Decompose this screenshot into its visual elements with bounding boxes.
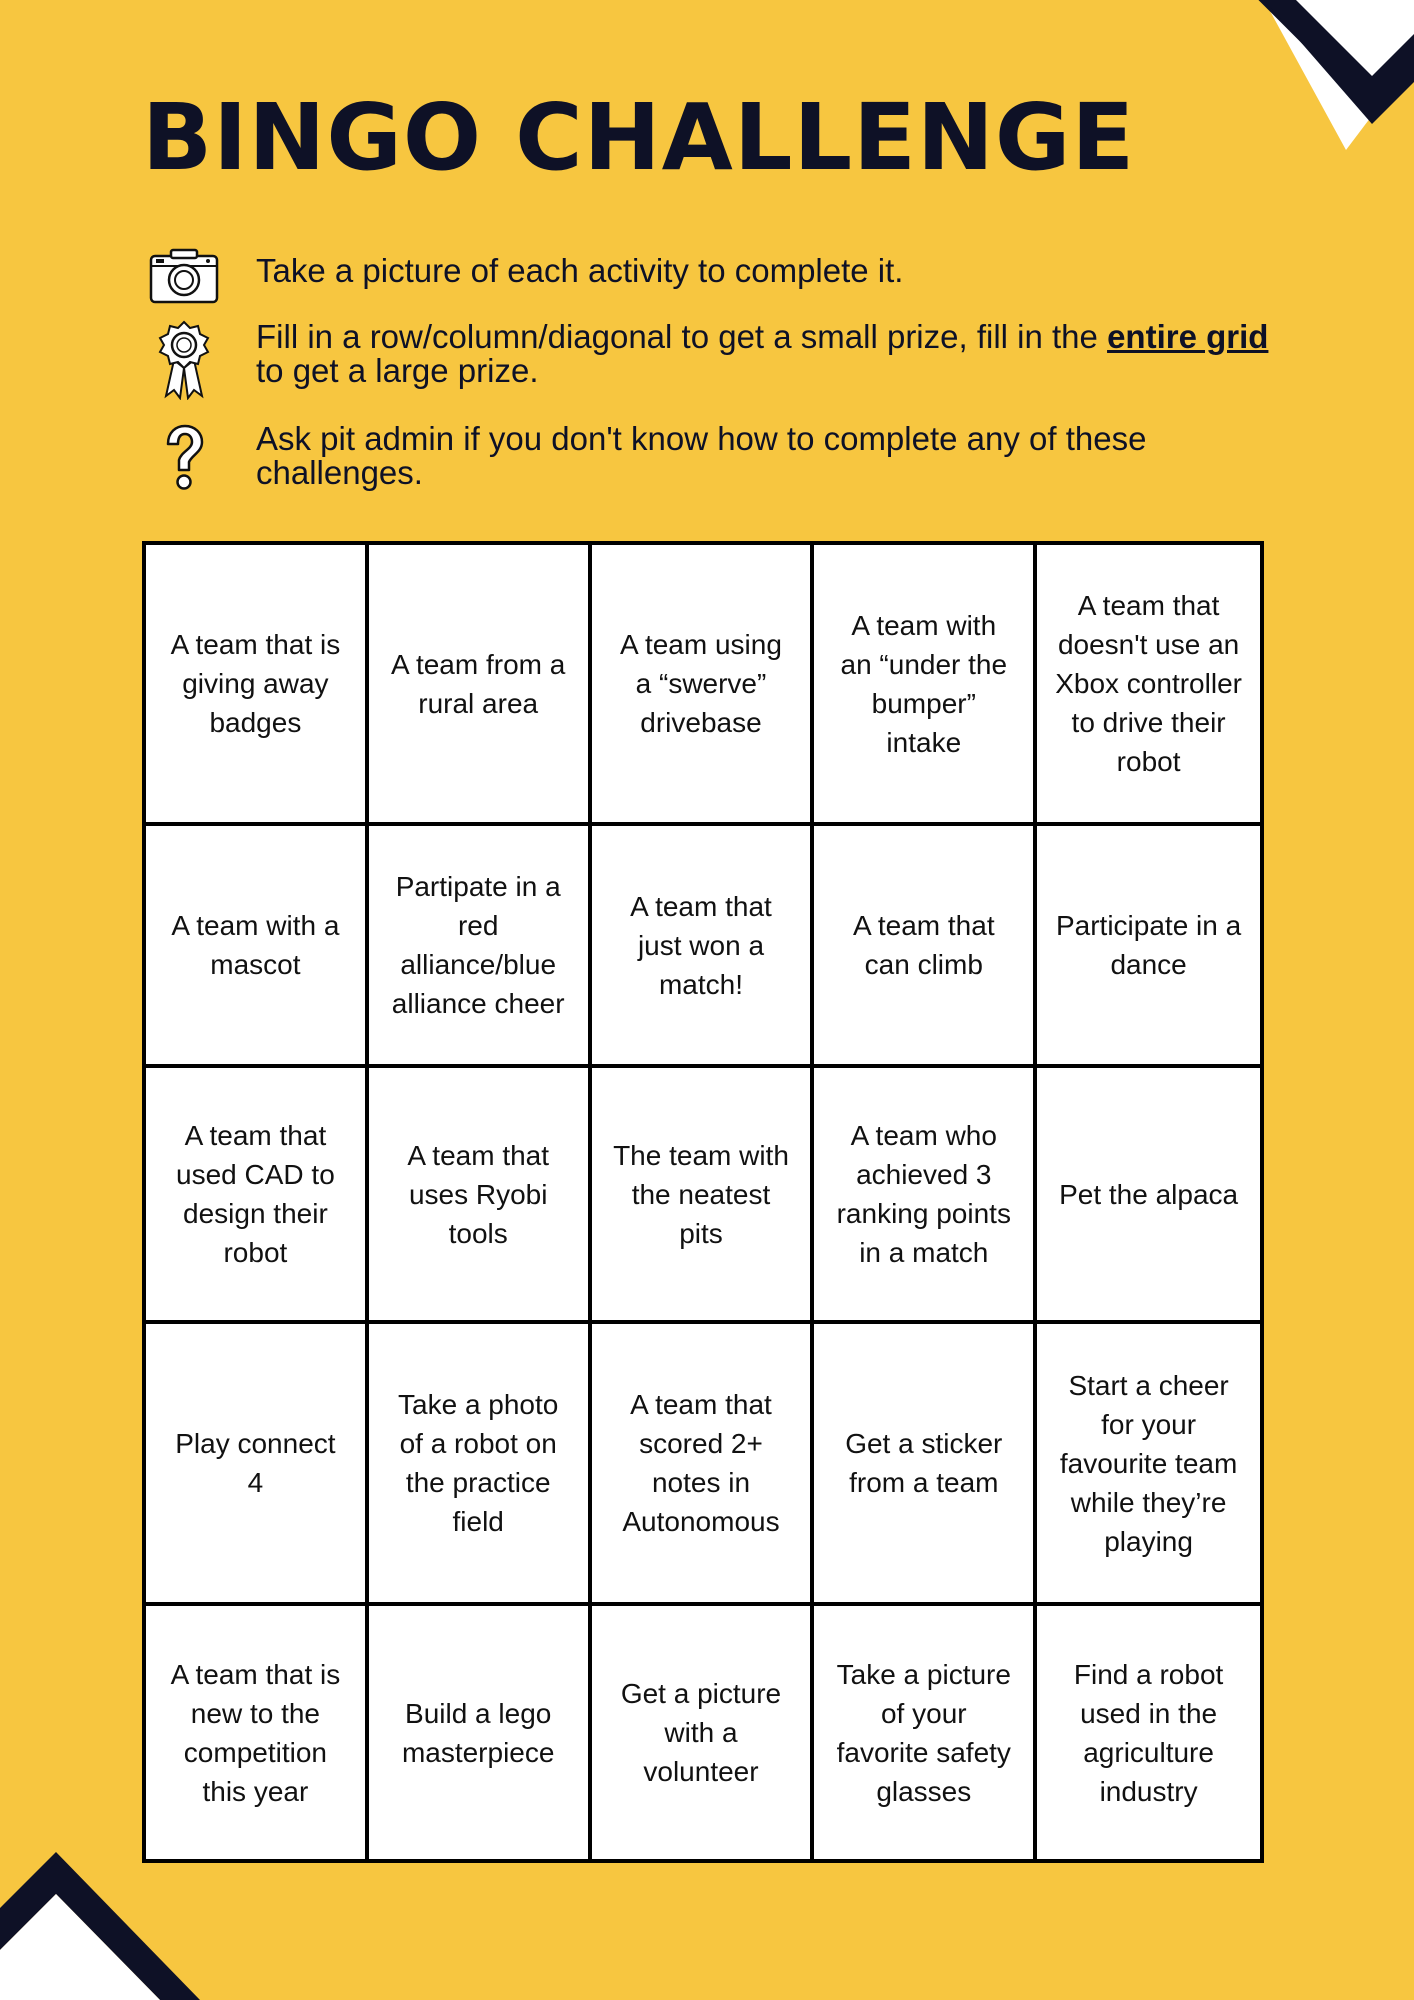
bingo-cell-r4-c1: Play connect 4	[146, 1324, 369, 1606]
bingo-cell-r1-c1: A team that is giving away badges	[146, 545, 369, 826]
bingo-cell-r1-c4: A team with an “under the bumper” intake	[814, 545, 1037, 826]
bingo-cell-r5-c1: A team that is new to the competition this year	[146, 1606, 369, 1859]
bingo-cell-r3-c3: The team with the neatest pits	[592, 1068, 815, 1324]
instruction-photo	[148, 244, 1288, 316]
bingo-cell-r5-c4: Take a picture of your favorite safety glasses	[814, 1606, 1037, 1859]
bingo-cell-r5-c5: Find a robot used in the agriculture industry	[1073, 1658, 1224, 1807]
bingo-cell-r2-c4: A team that can climb	[814, 826, 1037, 1068]
instruction-help	[148, 422, 1288, 494]
bingo-cell-r3-c1: A team that used CAD to design their robot	[146, 1068, 369, 1324]
instruction-prize-text	[256, 320, 1288, 388]
bingo-cell-r2-c3: A team that just won a match!	[592, 826, 815, 1068]
bingo-cell-r5-c3: Get a picture with a volunteer	[592, 1606, 815, 1859]
prize-emphasis: entire grid	[1107, 318, 1269, 355]
bingo-cell-r2-c2: Partipate in a red alliance/blue alliance cheer	[369, 826, 592, 1068]
bingo-cell-r4-c5: Start a cheer for your favourite team while they’re playing	[1037, 1324, 1260, 1606]
camera-icon	[148, 244, 220, 316]
page-title: BINGO CHALLENGE	[142, 84, 1136, 191]
instruction-help-text: Ask pit admin if you don't know how to complete any of these challenges.	[256, 420, 1147, 491]
bingo-cell-r2-c1: A team with a mascot	[146, 826, 369, 1068]
top-right-corner-decoration	[1114, 0, 1414, 220]
bingo-grid	[142, 541, 1264, 1863]
question-mark-icon	[148, 422, 220, 494]
prize-text-end: to get a large prize.	[256, 352, 539, 389]
bingo-cell-r1-c2: A team from a rural area	[369, 545, 592, 826]
bingo-cell-r3-c5: Pet the alpaca	[1037, 1068, 1260, 1324]
bingo-cell-r1-c3: A team using a “swerve” drivebase	[592, 545, 815, 826]
bingo-cell-r4-c2: Take a photo of a robot on the practice field	[369, 1324, 592, 1606]
bingo-cell-r4-c4: Get a sticker from a team	[814, 1324, 1037, 1606]
award-ribbon-icon	[148, 320, 220, 400]
bingo-cell-r3-c4: A team who achieved 3 ranking points in a match	[814, 1068, 1037, 1324]
bingo-cell-r3-c2: A team that uses Ryobi tools	[369, 1068, 592, 1324]
bottom-left-corner-decoration	[0, 1840, 200, 2000]
bingo-cell-r2-c5: Participate in a dance	[1037, 826, 1260, 1068]
prize-text-start: Fill in a row/column/diagonal to get a small prize, fill in the	[256, 318, 1108, 355]
instruction-photo-text: Take a picture of each activity to complete it.	[256, 252, 904, 289]
bingo-cell-r1-c5: A team that doesn't use an Xbox controller to drive their robot	[1037, 545, 1260, 826]
bingo-cell-r4-c3: A team that scored 2+ notes in Autonomous	[592, 1324, 815, 1606]
bingo-cell-r5-c2: Build a lego masterpiece	[369, 1606, 592, 1859]
instruction-prize	[148, 320, 1288, 400]
